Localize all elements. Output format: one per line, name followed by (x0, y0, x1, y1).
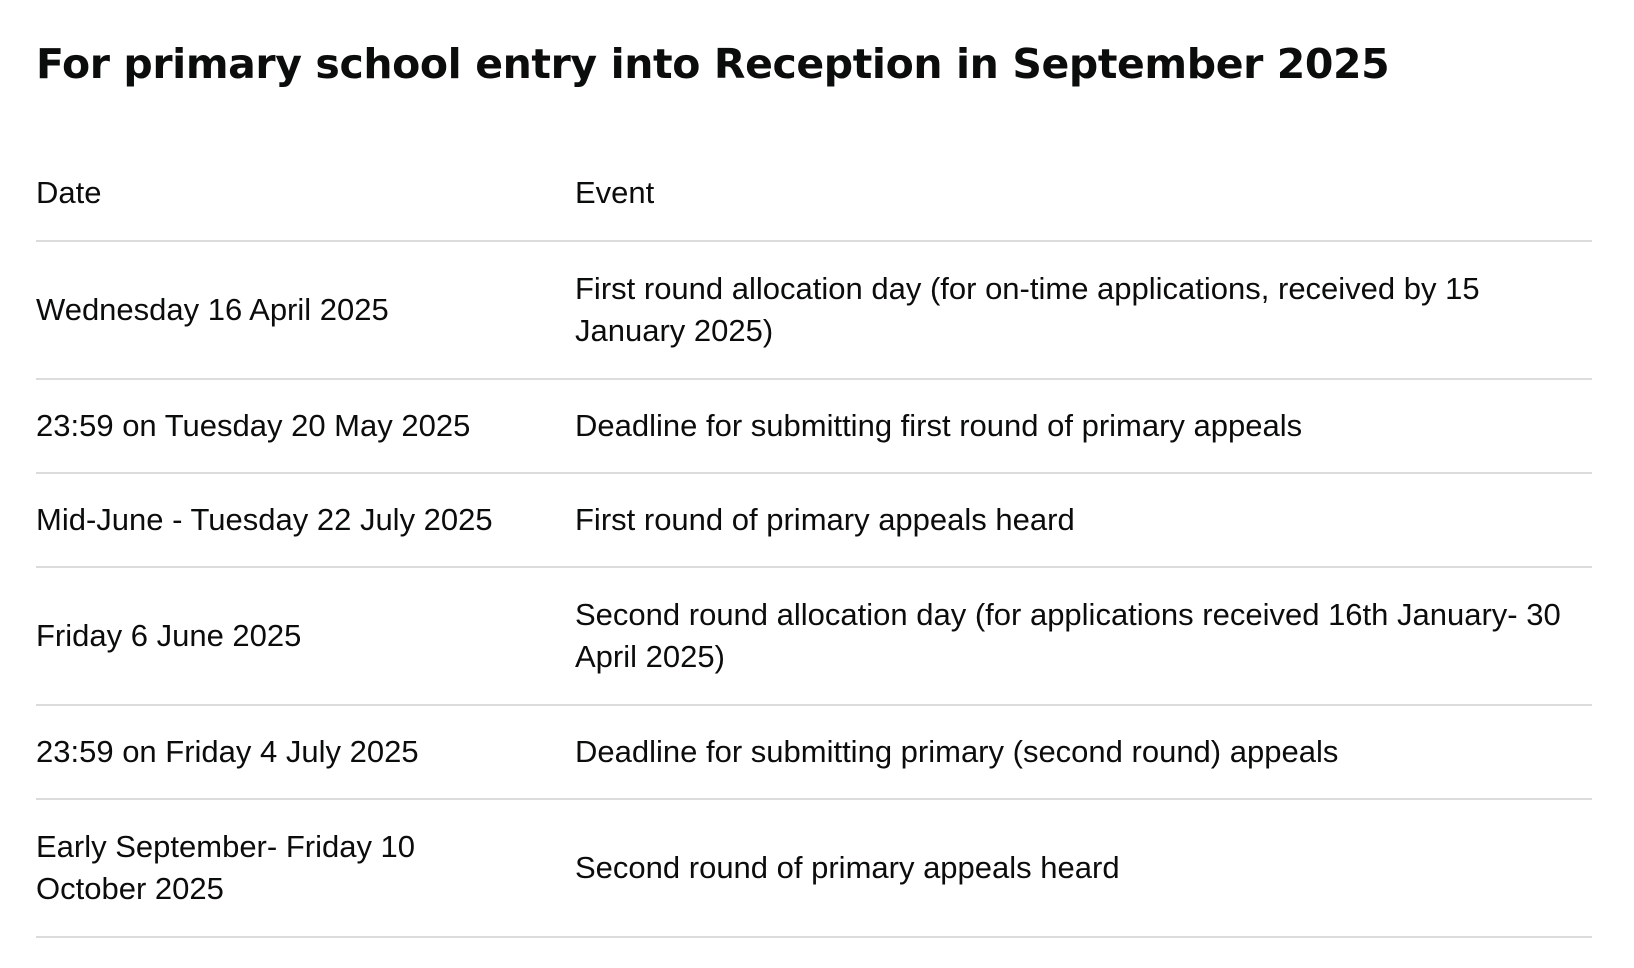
table-header (36, 172, 1592, 241)
table-body (36, 241, 1592, 937)
table-row (36, 473, 1592, 567)
table-row (36, 705, 1592, 799)
table-header-row (36, 172, 1592, 241)
content-area (36, 0, 1592, 938)
date-cell: Early September- Friday 10 October 2025 (36, 799, 575, 937)
event-cell: First round allocation day (for on-time applications, received by 15 January 2025) (575, 241, 1592, 379)
date-cell: Friday 6 June 2025 (36, 567, 575, 705)
table-row (36, 241, 1592, 379)
column-header-event: Event (575, 172, 1592, 241)
page-title: For primary school entry into Reception in September 2025 (36, 40, 1390, 88)
column-header-date: Date (36, 172, 575, 241)
table-row (36, 799, 1592, 937)
event-cell: Second round allocation day (for applications received 16th January- 30 April 2025) (575, 567, 1592, 705)
event-cell: Deadline for submitting primary (second round) appeals (575, 705, 1592, 799)
table-row (36, 567, 1592, 705)
event-cell: Second round of primary appeals heard (575, 799, 1592, 937)
date-cell: Wednesday 16 April 2025 (36, 241, 575, 379)
event-cell: Deadline for submitting first round of primary appeals (575, 379, 1592, 473)
date-cell: 23:59 on Tuesday 20 May 2025 (36, 379, 575, 473)
date-cell: 23:59 on Friday 4 July 2025 (36, 705, 575, 799)
table-row (36, 379, 1592, 473)
date-cell: Mid-June - Tuesday 22 July 2025 (36, 473, 575, 567)
event-cell: First round of primary appeals heard (575, 473, 1592, 567)
admissions-timetable (36, 172, 1592, 938)
